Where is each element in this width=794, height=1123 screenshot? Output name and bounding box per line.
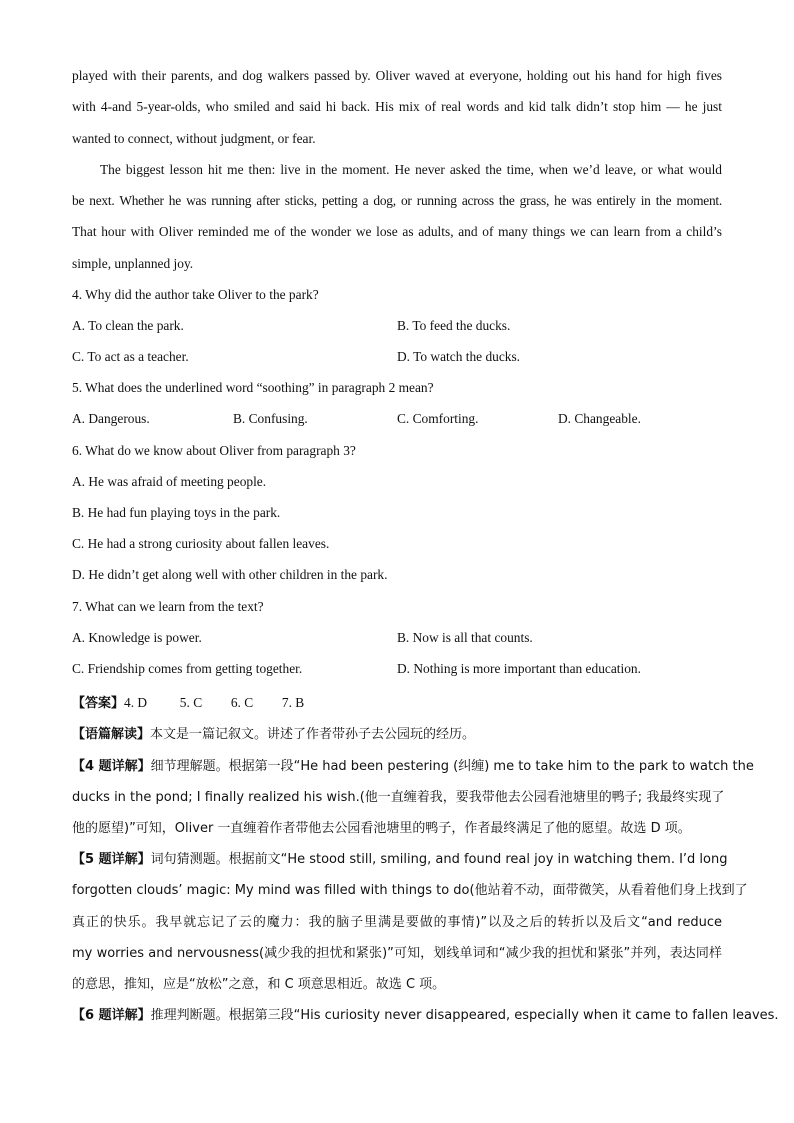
detail-5-line: forgotten clouds’ magic: My mind was filled with things to do(他站着不动，面带微笑，从看着他们身上找到了 — [72, 883, 748, 898]
passage-line: played with their parents, and dog walkers passed by. Oliver waved at everyone, holding out his hand for high fives — [72, 68, 722, 83]
option: A. Dangerous. — [72, 411, 150, 426]
detail-4-text: 细节理解题。根据第一段“He had been pestering (纠缠) me to take him to the park to watch the — [150, 759, 754, 774]
option: B. Now is all that counts. — [397, 630, 533, 645]
option: C. Comforting. — [397, 411, 479, 426]
option: D. Nothing is more important than education. — [397, 661, 641, 676]
question-stem: 5. What does the underlined word “soothing” in paragraph 2 mean? — [72, 380, 434, 395]
option: C. He had a strong curiosity about fallen leaves. — [72, 536, 330, 551]
option: D. Changeable. — [558, 411, 641, 426]
passage-line: The biggest lesson hit me then: live in the moment. He never asked the time, when we’d leave, or what would — [100, 162, 722, 177]
passage-line: be next. Whether he was running after sticks, petting a dog, or running across the grass, he was entirely in the moment. — [72, 193, 722, 208]
analysis-text: 本文是一篇记叙文。讲述了作者带孙子去公园玩的经历。 — [150, 727, 476, 742]
answer-item: 7. B — [281, 695, 305, 710]
question-stem: 4. Why did the author take Oliver to the park? — [72, 287, 319, 302]
detail-4-line: ducks in the pond; I finally realized his wish.(他一直缠着我，要我带他去公园看池塘里的鸭子; 我最终实现了 — [72, 790, 725, 805]
option: C. Friendship comes from getting together. — [72, 661, 303, 676]
answer-row — [72, 692, 304, 711]
detail-4-line — [72, 755, 754, 774]
option: D. To watch the ducks. — [397, 349, 521, 364]
detail-5-line: 的意思，推知，应是“放松”之意，和 C 项意思相近。故选 C 项。 — [72, 977, 446, 992]
detail-6-line — [72, 1004, 779, 1023]
passage-line: simple, unplanned joy. — [72, 256, 194, 271]
option: A. He was afraid of meeting people. — [72, 474, 267, 489]
option: B. He had fun playing toys in the park. — [72, 505, 281, 520]
option: D. He didn’t get along well with other children in the park. — [72, 567, 388, 582]
detail-6-text: 推理判断题。根据第三段“His curiosity never disappeared, especially when it came to fallen leaves. — [150, 1008, 779, 1023]
analysis-row — [72, 723, 475, 742]
detail-4-line: 他的愿望)”可知，Oliver 一直缠着作者带他去公园看池塘里的鸭子，作者最终满足了他的愿望。故选 D 项。 — [72, 821, 691, 836]
detail-5-text: 词句猜测题。根据前文“He stood still, smiling, and found real joy in watching them. I’d long — [150, 852, 728, 867]
detail-4-tag: 【4 题详解】 — [72, 759, 151, 774]
detail-5-line: my worries and nervousness(减少我的担忧和紧张)”可知，划线单词和“减少我的担忧和紧张”并列，表达同样 — [72, 946, 722, 961]
option: C. To act as a teacher. — [72, 349, 189, 364]
answer-item: 4. D — [124, 695, 148, 710]
option: A. To clean the park. — [72, 318, 184, 333]
question-stem: 6. What do we know about Oliver from paragraph 3? — [72, 443, 356, 458]
answer-tag: 【答案】 — [72, 696, 125, 711]
passage-line: That hour with Oliver reminded me of the wonder we lose as adults, and of many things we can learn from a child’s — [72, 224, 722, 239]
passage-line: with 4-and 5-year-olds, who smiled and said hi back. His mix of real words and kid talk didn’t stop him — he just — [72, 99, 722, 114]
detail-6-tag: 【6 题详解】 — [72, 1008, 151, 1023]
option: B. To feed the ducks. — [397, 318, 511, 333]
question-stem: 7. What can we learn from the text? — [72, 599, 264, 614]
passage-line: wanted to connect, without judgment, or fear. — [72, 131, 316, 146]
option: B. Confusing. — [233, 411, 308, 426]
option: A. Knowledge is power. — [72, 630, 202, 645]
detail-5-line — [72, 848, 728, 867]
detail-5-tag: 【5 题详解】 — [72, 852, 151, 867]
detail-5-line: 真正的快乐。我早就忘记了云的魔力：我的脑子里满是要做的事情)”以及之后的转折以及后文“and reduce — [72, 915, 722, 930]
analysis-tag: 【语篇解读】 — [72, 727, 151, 742]
answer-item: 6. C — [230, 695, 254, 710]
answer-item: 5. C — [179, 695, 203, 710]
